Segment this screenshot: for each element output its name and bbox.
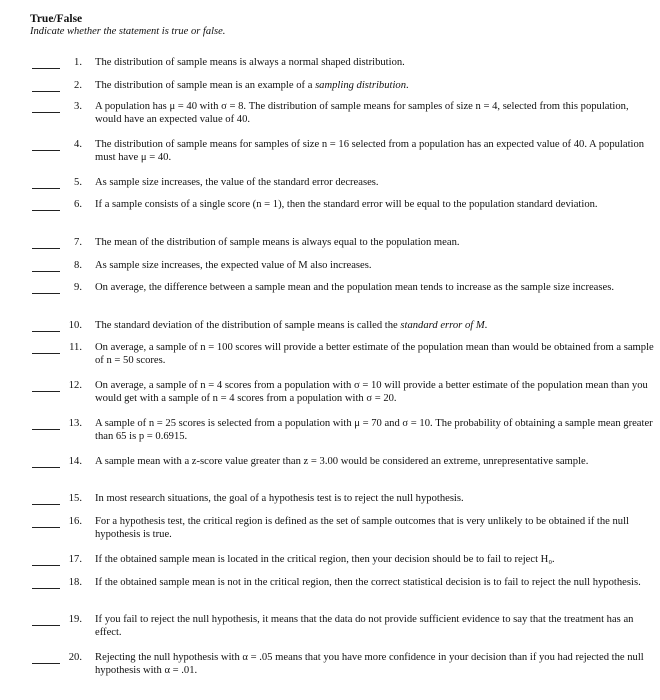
answer-blank[interactable] [32,248,60,249]
question-text [95,456,655,469]
question-statement: Rejecting the null hypothesis with α = .05 means that you have more confidence in your decision than if you had rejected the null hypothesis with α = .01. [95,652,644,676]
question-text [95,380,655,405]
question-statement: A population has μ = 40 with σ = 8. The distribution of sample means for samples of size n = 4, selected from this population, would have an expected value of 40. [95,101,629,125]
question-statement: The distribution of sample means is always a normal shaped distribution. [95,57,405,68]
question-statement: On average, the difference between a sample mean and the population mean tends to increase as the sample size increases. [95,282,614,293]
question-text [95,101,655,126]
answer-blank[interactable] [32,588,60,589]
section-title: True/False [30,13,83,25]
question-text [95,320,655,333]
question-statement: If a sample consists of a single score (n = 1), then the standard error will be equal to the population standard deviation. [95,199,598,210]
answer-blank[interactable] [32,112,60,113]
question-emphasis: standard error of M [400,320,485,331]
question-suffix: . [484,320,488,331]
question-text [95,139,655,164]
question-number: 20. [68,652,82,663]
question-number: 16. [68,516,82,527]
question-number: 17. [68,554,82,565]
question-number: 15. [68,493,82,504]
question-number: 6. [74,199,82,210]
question-statement: The distribution of sample means for samples of size n = 16 selected from a population has an expected value of 40. A population must have μ = 40. [95,139,645,163]
question-text [95,577,655,590]
answer-blank[interactable] [32,504,60,505]
question-number: 10. [68,320,82,331]
answer-blank[interactable] [32,467,60,468]
question-number: 7. [74,237,82,248]
question-number: 9. [74,282,82,293]
question-text [95,57,655,70]
question-statement: If the obtained sample mean is not in the critical region, then the correct statistical decision is to fail to reject the null hypothesis. [95,577,641,588]
question-statement: A sample of n = 25 scores is selected from a population with μ = 70 and σ = 10. The probability of obtaining a sample mean greater than 65 is p = 0.6915. [95,418,653,442]
question-text [95,342,655,367]
question-statement: The mean of the distribution of sample means is always equal to the population mean. [95,237,460,248]
question-text [95,418,655,443]
question-suffix: . [406,80,409,91]
question-statement: The standard deviation of the distribution of sample means is called the [95,320,398,331]
question-statement: On average, a sample of n = 4 scores from a population with σ = 10 will provide a better estimate of the population mean than you would get with a sample of n = 4 scores from a population with σ = 20. [95,380,648,404]
answer-blank[interactable] [32,210,60,211]
answer-blank[interactable] [32,293,60,294]
question-number: 1. [74,57,82,68]
question-text [95,282,655,295]
answer-blank[interactable] [32,271,60,272]
question-text [95,237,655,250]
question-statement: If you fail to reject the null hypothesis, it means that the data do not provide sufficient evidence to say that the treatment has an effect. [95,614,634,638]
question-number: 5. [74,177,82,188]
answer-blank[interactable] [32,353,60,354]
question-statement: As sample size increases, the value of the standard error decreases. [95,177,379,188]
question-text [95,199,655,212]
answer-blank[interactable] [32,391,60,392]
question-statement: A sample mean with a z-score value greater than z = 3.00 would be considered an extreme, unrepresentative sample. [95,456,589,467]
question-text [95,614,655,639]
question-number: 14. [68,456,82,467]
question-text [95,80,655,93]
question-statement: If the obtained sample mean is located in the critical region, then your decision should be to fail to reject H₀. [95,554,555,565]
question-number: 3. [74,101,82,112]
answer-blank[interactable] [32,527,60,528]
question-statement: On average, a sample of n = 100 scores will provide a better estimate of the population mean than would be obtained from a sample of n = 50 scores. [95,342,654,366]
question-statement: For a hypothesis test, the critical region is defined as the set of sample outcomes that is very unlikely to be obtained if the null hypothesis is true. [95,516,629,540]
question-statement: The distribution of sample mean is an example of a [95,80,313,91]
question-text [95,554,655,567]
question-statement: As sample size increases, the expected value of M also increases. [95,260,372,271]
answer-blank[interactable] [32,565,60,566]
question-text [95,493,655,506]
question-statement: In most research situations, the goal of a hypothesis test is to reject the null hypothesis. [95,493,464,504]
question-number: 2. [74,80,82,91]
answer-blank[interactable] [32,331,60,332]
question-number: 4. [74,139,82,150]
answer-blank[interactable] [32,68,60,69]
question-number: 13. [68,418,82,429]
answer-blank[interactable] [32,188,60,189]
question-text [95,177,655,190]
question-number: 19. [68,614,82,625]
answer-blank[interactable] [32,429,60,430]
answer-blank[interactable] [32,663,60,664]
question-text [95,652,655,677]
question-text [95,260,655,273]
question-number: 8. [74,260,82,271]
answer-blank[interactable] [32,625,60,626]
question-emphasis: sampling distribution [315,80,407,91]
question-number: 12. [68,380,82,391]
answer-blank[interactable] [32,150,60,151]
question-text [95,516,655,541]
question-number: 18. [68,577,82,588]
answer-blank[interactable] [32,91,60,92]
question-number: 11. [69,342,82,353]
section-instructions: Indicate whether the statement is true or false. [30,26,226,37]
